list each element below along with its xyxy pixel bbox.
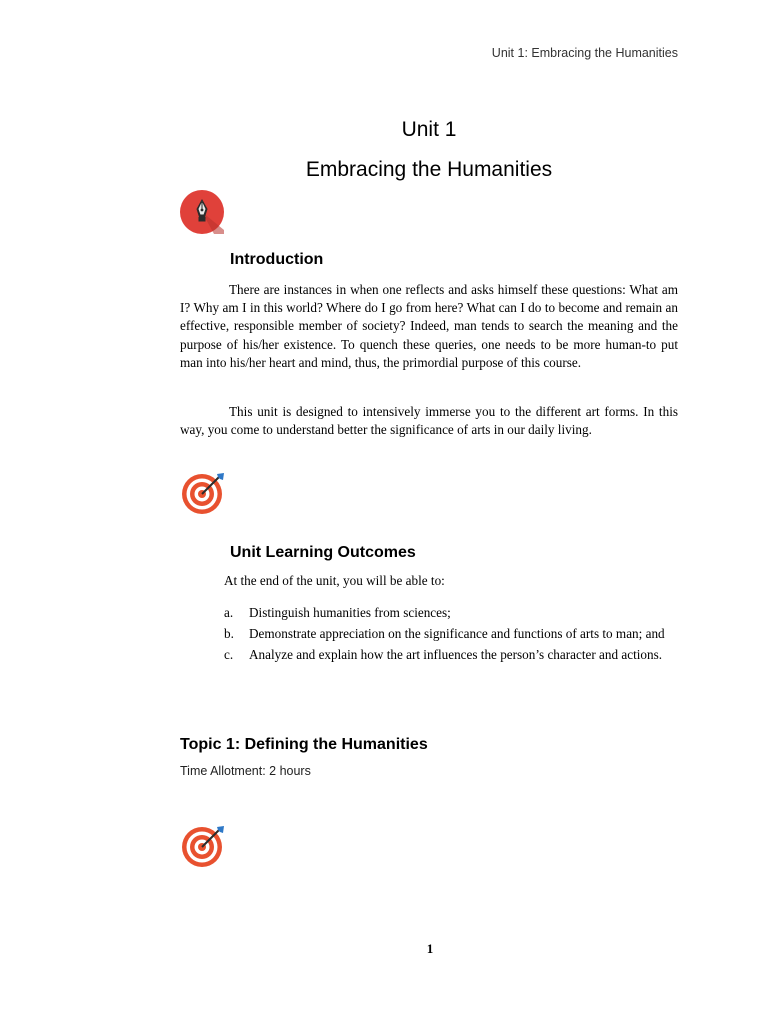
outcomes-list — [224, 604, 678, 668]
list-item — [224, 646, 678, 664]
list-item-text: Analyze and explain how the art influences the person’s character and actions. — [249, 647, 663, 663]
unit-title: Embracing the Humanities — [305, 158, 553, 181]
unit-number-title: Unit 1 — [401, 118, 457, 141]
unit-learning-outcomes-heading: Unit Learning Outcomes — [230, 544, 416, 561]
intro-paragraph-2: This unit is designed to intensively immerse you to the different art forms. In this way, you come to understand better the significance of arts in our daily living. — [180, 404, 678, 438]
topic-heading: Topic 1: Defining the Humanities — [180, 736, 428, 753]
fountain-pen-icon — [180, 190, 224, 234]
outcomes-lead-text: At the end of the unit, you will be able to: — [224, 573, 445, 588]
target-arrow-icon — [181, 470, 227, 516]
time-allotment: Time Allotment: 2 hours — [180, 764, 311, 778]
running-header: Unit 1: Embracing the Humanities — [491, 46, 678, 60]
list-item-text: Distinguish humanities from sciences; — [249, 605, 451, 620]
list-item — [224, 604, 678, 622]
list-marker: b. — [224, 626, 234, 642]
page-number: 1 — [426, 941, 434, 956]
list-item — [224, 625, 678, 643]
list-marker: c. — [224, 647, 234, 663]
target-arrow-icon — [181, 823, 227, 869]
list-item-text: Demonstrate appreciation on the significance and functions of arts to man; and — [249, 626, 665, 642]
introduction-heading: Introduction — [230, 251, 324, 268]
list-marker: a. — [224, 605, 234, 620]
intro-paragraph-1: There are instances in when one reflects and asks himself these questions: What am I? Why am I in this world? Where do I go from here? What can I do to become and remain an effective, responsible member of society? Indeed, man tends to search the meaning and the purpose of his/her existence. To quench these queries, one needs to be more human-to put man into his/her heart and mind, thus, the primordial purpose of this course. — [180, 282, 678, 370]
